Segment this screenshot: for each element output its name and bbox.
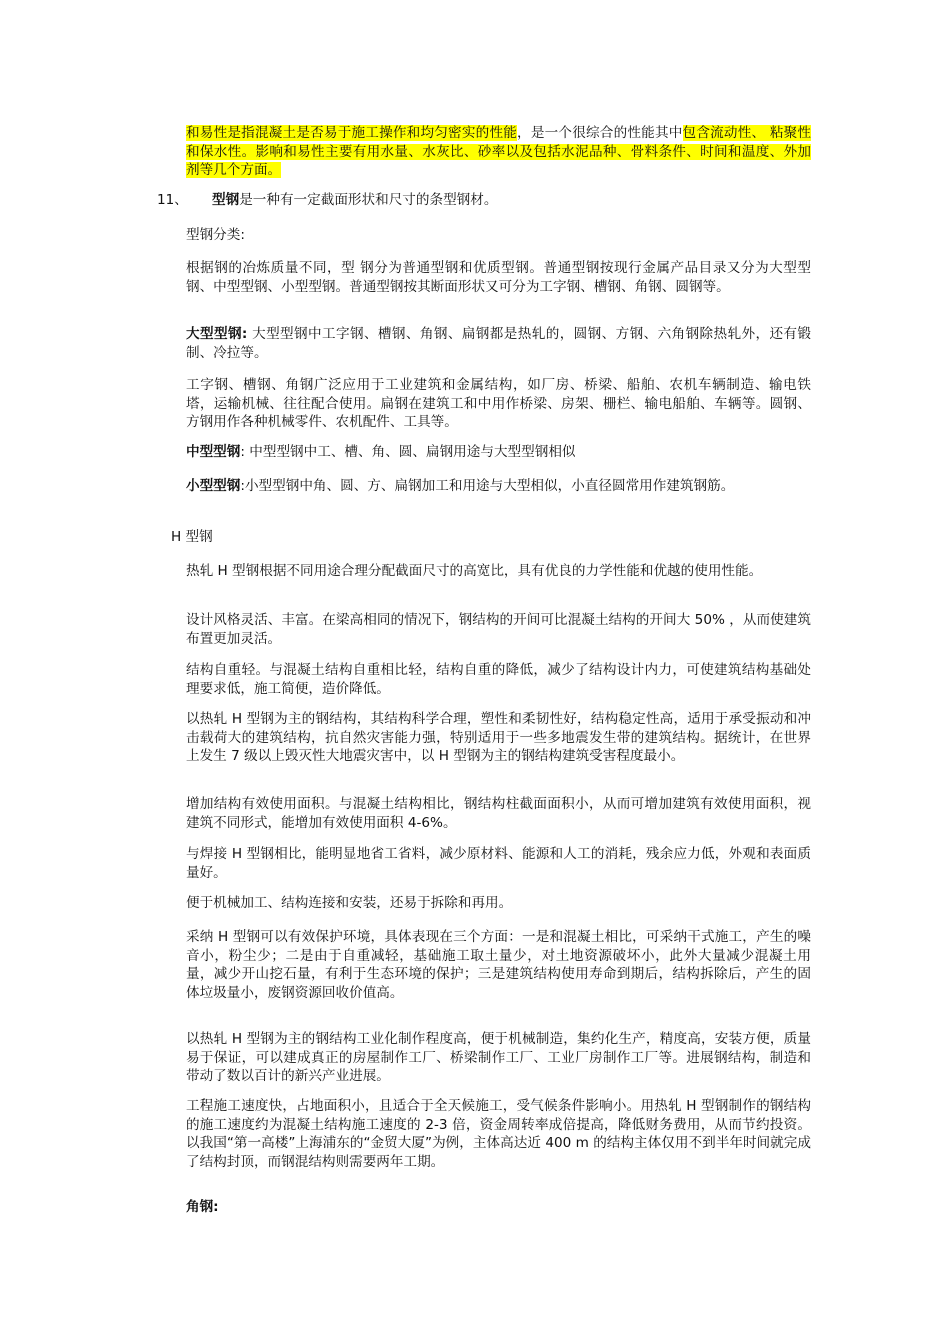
highlight-1: 和易性是指混凝土是否易于施工操作和均匀密实的性能 <box>186 125 518 141</box>
item11-term: 型钢 <box>212 192 240 208</box>
small-section <box>186 477 811 496</box>
h-section-title: H 型钢 <box>171 529 213 545</box>
medium-label: 中型型钢 <box>186 444 241 460</box>
small-label: 小型型钢 <box>186 478 241 494</box>
small-text: :小型型钢中角、圆、方、扁钢加工和用途与大型相似，小直径圆常用作建筑钢筋。 <box>240 478 735 494</box>
medium-section <box>186 443 811 462</box>
h-paragraph: 便于机械加工、结构连接和安装，还易于拆除和再用。 <box>186 895 513 911</box>
large-label: 大型型钢: <box>186 326 248 342</box>
h-paragraph: 增加结构有效使用面积。与混凝土结构相比，钢结构柱截面面积小，从而可增加建筑有效使用面积，视建筑不同形式，能增加有效使用面积 4-6%。 <box>186 796 811 831</box>
intro-mid: ，是一个很综合的性能其中 <box>517 125 683 141</box>
medium-text: : 中型型钢中工、槽、角、圆、扁钢用途与大型型钢相似 <box>240 444 576 460</box>
h-paragraph: 以热轧 H 型钢为主的钢结构，其结构科学合理，塑性和柔韧性好，结构稳定性高，适用于承受振动和冲击载荷大的建筑结构，抗自然灾害能力强，特别适用于一些多地震发生带的建筑结构。据统计，在世界上发生 7 级以上毁灭性大地震灾害中，以 H 型钢为主的钢结构建筑受害程度最小。 <box>186 711 811 764</box>
classification-title: 型钢分类: <box>186 227 245 243</box>
h-paragraph: 热轧 H 型钢根据不同用途合理分配截面尺寸的高宽比，具有优良的力学性能和优越的使用性能。 <box>186 563 763 579</box>
angle-section-title <box>186 1198 811 1217</box>
item11-text: 是一种有一定截面形状和尺寸的条型钢材。 <box>239 192 498 208</box>
h-paragraph: 结构自重轻。与混凝土结构自重相比轻，结构自重的降低，减少了结构设计内力，可使建筑结构基础处理要求低，施工简便，造价降低。 <box>186 662 811 697</box>
large-text: 大型型钢中工字钢、槽钢、角钢、扁钢都是热轧的，圆钢、方钢、六角钢除热轧外，还有锻制、冷拉等。 <box>186 326 811 361</box>
paragraph-1: 根据钢的冶炼质量不同，型 钢分为普通型钢和优质型钢。普通型钢按现行金属产品目录又分为大型型钢、中型型钢、小型型钢。普通型钢按其断面形状又可分为工字钢、槽钢、角钢、圆钢等。 <box>186 260 811 295</box>
item-number: 11、 <box>157 192 188 208</box>
h-paragraph: 采纳 H 型钢可以有效保护环境，具体表现在三个方面：一是和混凝土相比，可采纳干式施工，产生的噪音小，粉尘少；二是由于自重减轻，基础施工取土量少，对土地资源破坏小，此外大量减少混凝土用量，减少开山挖石量，有利于生态环境的保护；三是建筑结构使用寿命到期后，结构拆除后，产生的固体垃圾量小，废钢资源回收价值高。 <box>186 929 811 1001</box>
paragraph-2: 工字钢、槽钢、角钢广泛应用于工业建筑和金属结构，如厂房、桥梁、船舶、农机车辆制造、输电铁塔，运输机械、往往配合使用。扁钢在建筑工和中用作桥梁、房架、栅栏、输电船舶、车辆等。圆钢、方钢用作各种机械零件、农机配件、工具等。 <box>186 377 811 430</box>
h-paragraph: 与焊接 H 型钢相比，能明显地省工省料，减少原材料、能源和人工的消耗，残余应力低，外观和表面质量好。 <box>186 846 811 881</box>
highlight-2: 包含流动性、 粘聚性和保水性。影响和易性主要有用水量、水灰比、砂率以及包括水泥品种、骨料条件、时间和温度、外加剂等几个方面。 <box>186 125 812 178</box>
angle-title: 角钢: <box>186 1199 219 1215</box>
h-paragraph: 以热轧 H 型钢为主的钢结构工业化制作程度高，便于机械制造，集约化生产，精度高，安装方便，质量易于保证，可以建成真正的房屋制作工厂、桥梁制作工厂、工业厂房制作工厂等。进展钢结构，制造和带动了数以百计的新兴产业进展。 <box>186 1031 811 1084</box>
h-paragraph: 设计风格灵活、丰富。在梁高相同的情况下，钢结构的开间可比混凝土结构的开间大 50% ，从而使建筑布置更加灵活。 <box>186 612 811 647</box>
h-paragraph: 工程施工速度快，占地面积小，且适合于全天候施工，受气候条件影响小。用热轧 H 型钢制作的钢结构的施工速度约为混凝土结构施工速度的 2-3 倍，资金周转率成倍提高，降低财务费用，从而节约投资。以我国“第一高楼”上海浦东的“金贸大厦”为例，主体高达近 400 m 的结构主体仅用不到半年时间就完成了结构封顶，而钢混结构则需要两年工期。 <box>186 1098 811 1170</box>
large-section <box>186 325 811 362</box>
item11-paragraph <box>212 191 812 210</box>
intro-paragraph <box>186 124 811 180</box>
